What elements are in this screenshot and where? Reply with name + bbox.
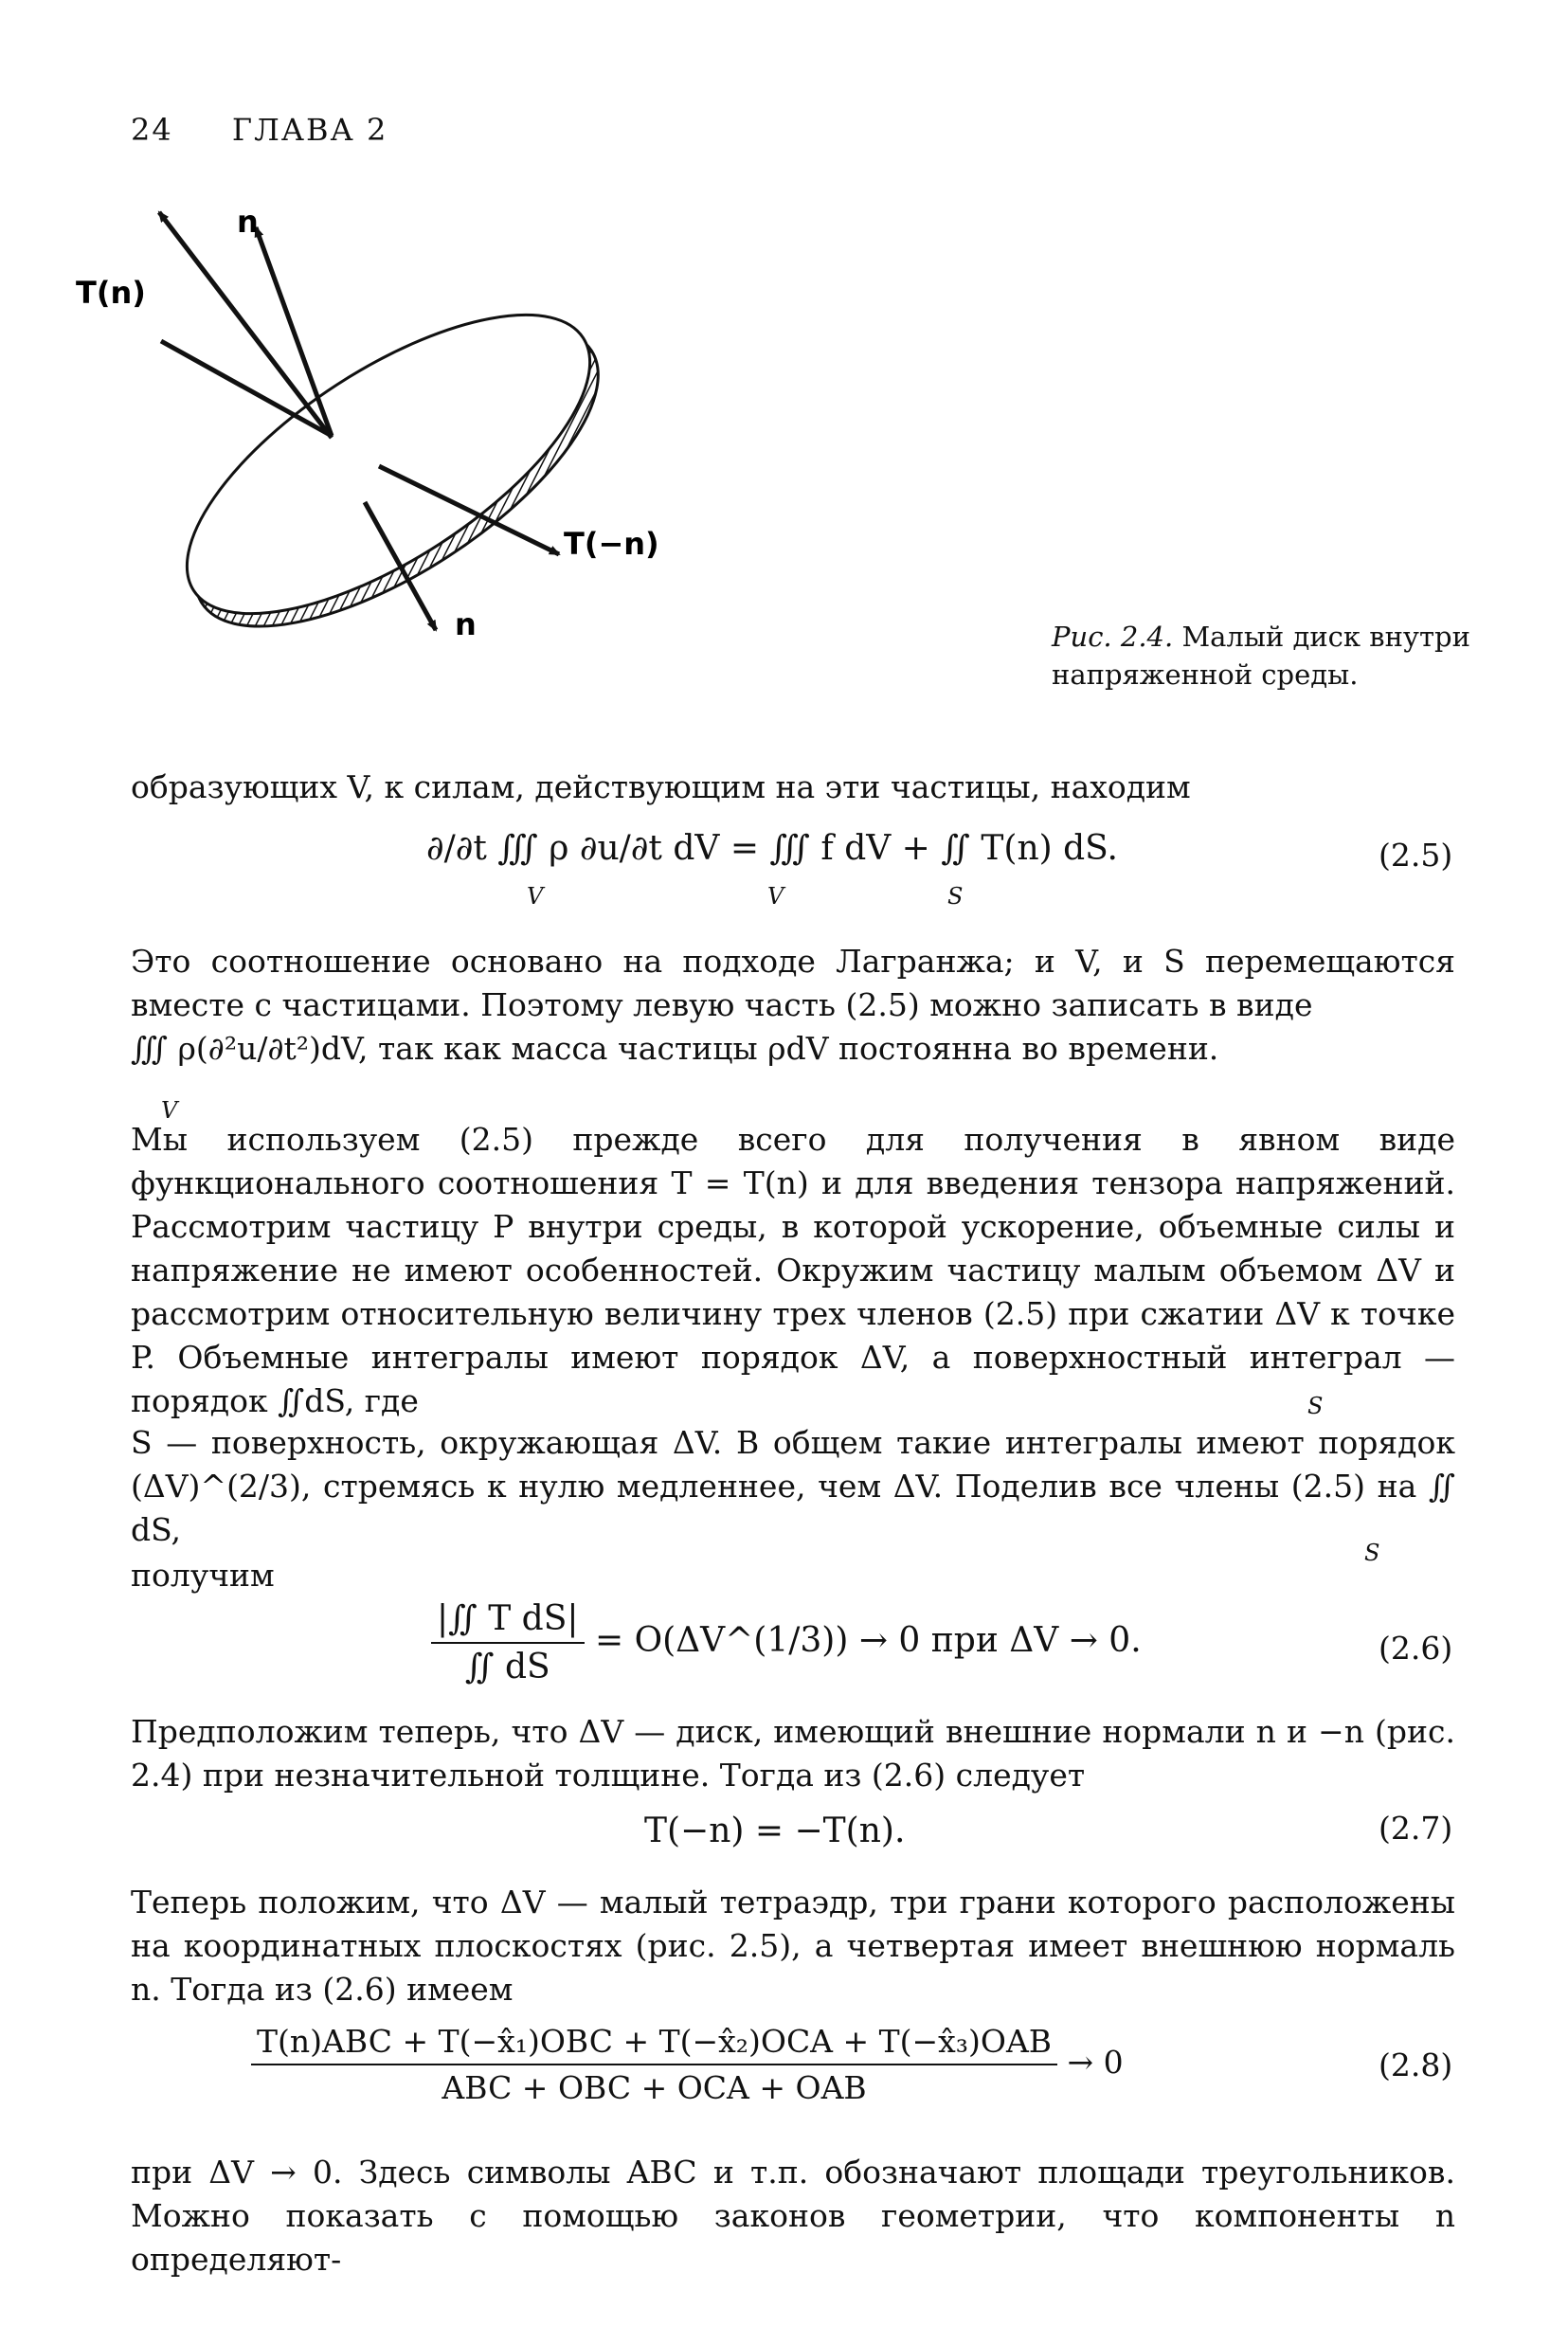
T-n-arrow	[159, 212, 332, 438]
figure-disk-diagram	[76, 199, 1052, 730]
equation-2-8-number: (2.8)	[1379, 2046, 1453, 2083]
eq28-denominator: ABC + OBC + OCA + OAB	[442, 2069, 867, 2106]
eq26-denominator: ∬ dS	[464, 1648, 550, 1686]
normal-n-arrow-up	[256, 227, 332, 436]
paragraph-2-cont	[131, 1421, 1455, 1552]
eq28-fraction	[251, 2023, 1057, 2106]
chapter-title: ГЛАВА 2	[231, 112, 388, 148]
equation-2-7	[644, 1812, 905, 1850]
paragraph-1-b: ∭ ρ(∂²u/∂t²)dV, так как масса частицы ρdV постоянна во времени.	[131, 1030, 1219, 1067]
eq25-limit-s: S	[947, 883, 964, 910]
equation-2-8	[251, 2023, 1124, 2106]
page-header	[131, 112, 387, 148]
equation-2-5	[426, 829, 1118, 868]
equation-2-5-number: (2.5)	[1379, 837, 1453, 874]
equation-2-7-number: (2.7)	[1379, 1810, 1453, 1847]
paragraph-5-text: при ΔV → 0. Здесь символы ABC и т.п. обозначают площади треугольников. Можно показать с помощью законов геометрии, что компоненты n определяют-	[131, 2154, 1455, 2278]
equation-2-6-number: (2.6)	[1379, 1630, 1453, 1667]
eq28-rest: → 0	[1067, 2044, 1124, 2081]
p1-limit-v: V	[161, 1097, 178, 1124]
paragraph-1-a: Это соотношение основано на подходе Лагранжа; и V, и S перемещаются вместе с частицами. Поэтому левую часть (2.5) можно записать в виде	[131, 943, 1455, 1023]
label-n-bottom: n	[455, 606, 477, 642]
eq25-limit-v1: V	[527, 883, 544, 910]
paragraph-3-text: Предположим теперь, что ΔV — диск, имеющий внешние нормали n и −n (рис. 2.4) при незначительной толщине. Тогда из (2.6) следует	[131, 1713, 1455, 1794]
p2-limit-s2: S	[1364, 1540, 1380, 1566]
paragraph-2-end	[131, 1554, 1455, 1597]
paragraph-2-c: получим	[131, 1557, 275, 1594]
eq26-fraction	[431, 1599, 585, 1686]
traction-T-n-arrow	[161, 341, 332, 436]
p2-limit-s1: S	[1307, 1393, 1324, 1419]
eq28-numerator: T(n)ABC + T(−x̂₁)OBC + T(−x̂₂)OCA + T(−x̂₃)OAB	[251, 2023, 1057, 2065]
page-number: 24	[131, 112, 173, 148]
paragraph-3	[131, 1710, 1455, 1797]
intro-text: образующих V, к силам, действующим на эти частицы, находим	[131, 768, 1191, 805]
equation-2-6	[431, 1599, 1142, 1686]
equation-2-5-body: ∂/∂t ∭ ρ ∂u/∂t dV = ∭ f dV + ∬ T(n) dS.	[426, 829, 1118, 868]
caption-text: Малый диск внутри напряженной среды.	[1052, 621, 1470, 691]
paragraph-1	[131, 940, 1455, 1071]
equation-2-7-body: T(−n) = −T(n).	[644, 1812, 906, 1850]
paragraph-2-b: S — поверхность, окружающая ΔV. В общем такие интегралы имеют порядок (ΔV)^(2/3), стремясь к нулю медленнее, чем ΔV. Поделив все члены (2.5) на ∬ dS,	[131, 1424, 1455, 1548]
label-T-n: T(n)	[76, 275, 146, 311]
paragraph-4-text: Теперь положим, что ΔV — малый тетраэдр, три грани которого расположены на координатных плоскостях (рис. 2.5), а четвертая имеет внешнюю нормаль n. Тогда из (2.6) имеем	[131, 1884, 1455, 2008]
label-T-minus-n: T(−n)	[564, 526, 659, 562]
paragraph-5	[131, 2151, 1455, 2281]
label-n-top: n	[237, 204, 259, 240]
figure-caption	[1052, 618, 1478, 694]
caption-label: Рис. 2.4.	[1052, 621, 1174, 653]
paragraph-4	[131, 1881, 1455, 2011]
paragraph-2	[131, 1118, 1455, 1423]
eq26-numerator: |∬ T dS|	[431, 1599, 585, 1644]
eq25-limit-v2: V	[767, 883, 784, 910]
paragraph-intro	[131, 766, 1455, 809]
eq26-rest: = O(ΔV^(1/3)) → 0 при ΔV → 0.	[594, 1621, 1142, 1660]
paragraph-2-a: Мы используем (2.5) прежде всего для получения в явном виде функционального соотношения T = T(n) и для введения тензора напряжений. Рассмотрим частицу P внутри среды, в которой ускорение, объемные силы и напряжение не имеют особенностей. Окружим частицу малым объемом ΔV и рассмотрим относительную величину трех членов (2.5) при сжатии ΔV к точке P. Объемные интегралы имеют порядок ΔV, а поверхностный интеграл — порядок ∬dS, где	[131, 1121, 1455, 1419]
